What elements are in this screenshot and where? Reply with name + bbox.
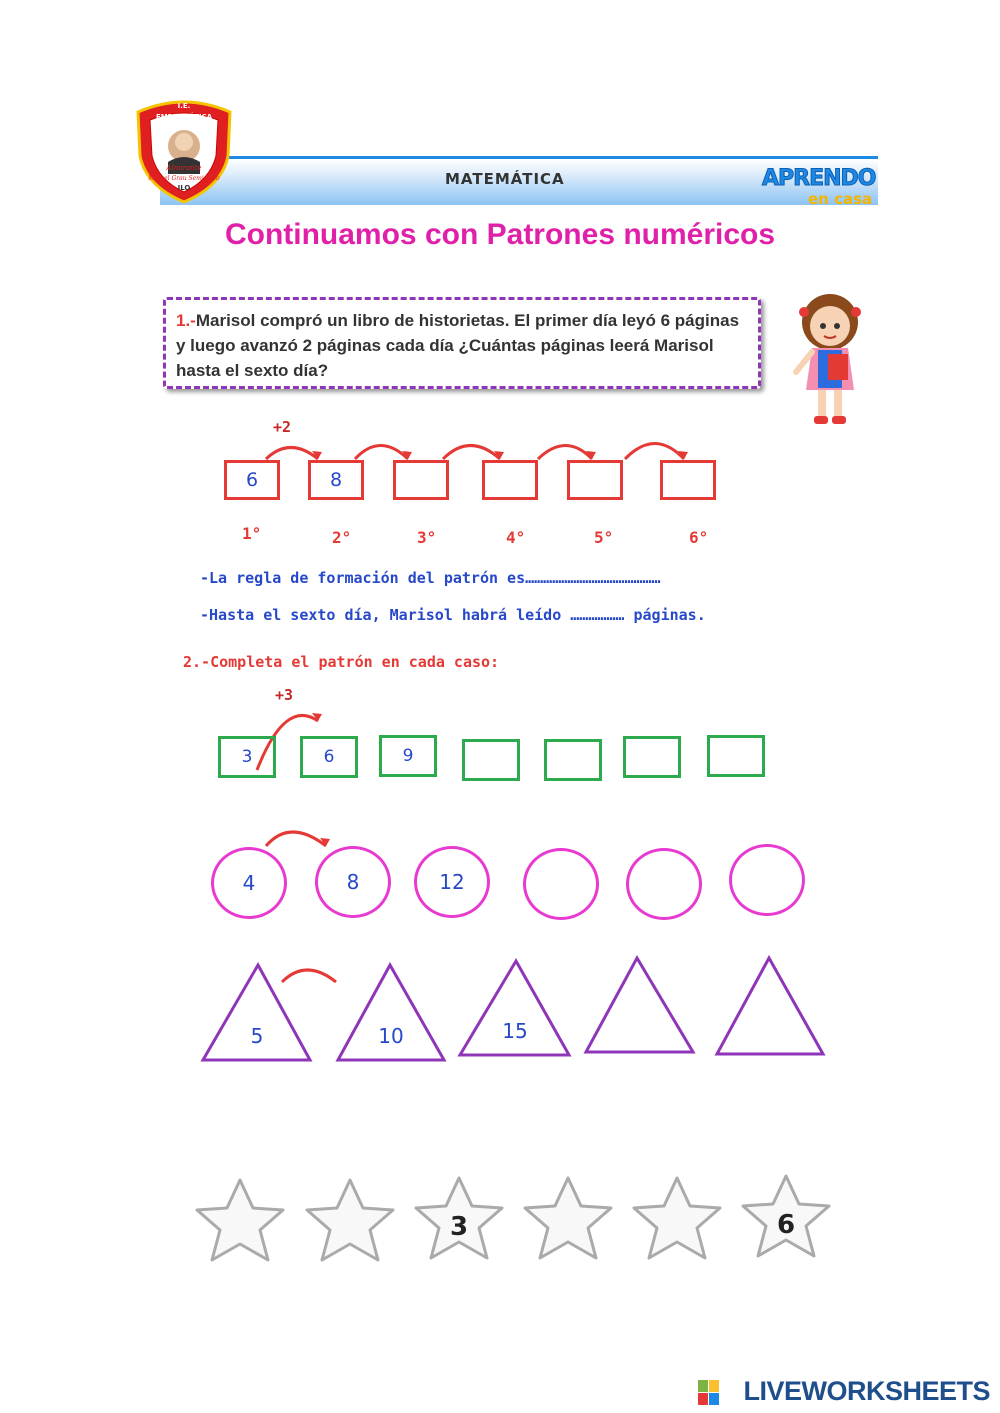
problem2-heading: 2.-Completa el patrón en cada caso:	[183, 653, 500, 671]
answer-line[interactable]: -Hasta el sexto día, Marisol habrá leído ……………… páginas.	[200, 606, 706, 624]
ordinal-4: 4°	[506, 528, 526, 547]
page-title: Continuamos con Patrones numéricos	[224, 218, 776, 251]
p2-square-2[interactable]: 6	[300, 736, 358, 778]
p1-box-1[interactable]: 6	[224, 460, 280, 500]
liveworksheets-mark-icon	[698, 1380, 720, 1406]
p2-triangle-4-shape[interactable]	[586, 958, 693, 1052]
p2-star-2-shape[interactable]	[307, 1180, 393, 1260]
ordinal-1: 1°	[242, 524, 262, 543]
p2-star-5-shape[interactable]	[634, 1178, 720, 1258]
p2-triangle-2[interactable]: 10	[378, 1024, 404, 1048]
problem1-number: 1.-	[176, 311, 196, 330]
p2-star-1-shape[interactable]	[197, 1180, 283, 1260]
ordinal-6: 6°	[689, 528, 709, 547]
p2-star-3[interactable]: 3	[449, 1212, 469, 1242]
ordinal-3: 3°	[417, 528, 437, 547]
seal-text-ie: I.E.	[177, 102, 191, 110]
rule-line[interactable]: -La regla de formación del patrón es………………………………………	[200, 569, 661, 587]
seal-text-name: Miguel Grau Seminario	[148, 175, 220, 182]
seal-text-ilo: ILO	[177, 184, 191, 192]
p2-star-6[interactable]: 6	[776, 1210, 796, 1240]
p2-circle-1[interactable]: 4	[211, 847, 287, 919]
problem1-text: Marisol compró un libro de historietas. El primer día leyó 6 páginas y luego avanzó 2 páginas cada día ¿Cuántas páginas leerá Marisol hasta el sexto día?	[176, 311, 740, 380]
seal-text-almirante: Almirante	[166, 164, 202, 172]
p2-star-4-shape[interactable]	[525, 1178, 611, 1258]
brand-logo-sub: en casa	[808, 190, 873, 208]
p2-square-3[interactable]: 9	[379, 735, 437, 777]
brand-logo-main: APRENDO	[762, 166, 876, 191]
p2-triangle-1[interactable]: 5	[250, 1024, 264, 1048]
step-label-plus-3: +3	[275, 686, 294, 704]
liveworksheets-logo: LIVEWORKSHEETS	[743, 1376, 990, 1406]
p2-circle-2[interactable]: 8	[315, 846, 391, 918]
p2-triangle-5-shape[interactable]	[717, 958, 823, 1054]
p2-triangle-3[interactable]: 15	[502, 1019, 528, 1043]
p2-square-1[interactable]: 3	[218, 736, 276, 778]
step-label-plus-2: +2	[273, 418, 292, 436]
seal-text-emblematica: EMBLEMÁTICA	[155, 113, 213, 121]
subject-label: MATEMÁTICA	[445, 170, 565, 188]
p2-circle-3[interactable]: 12	[414, 846, 490, 918]
ordinal-5: 5°	[594, 528, 614, 547]
ordinal-2: 2°	[332, 528, 352, 547]
p1-box-2[interactable]: 8	[308, 460, 364, 500]
